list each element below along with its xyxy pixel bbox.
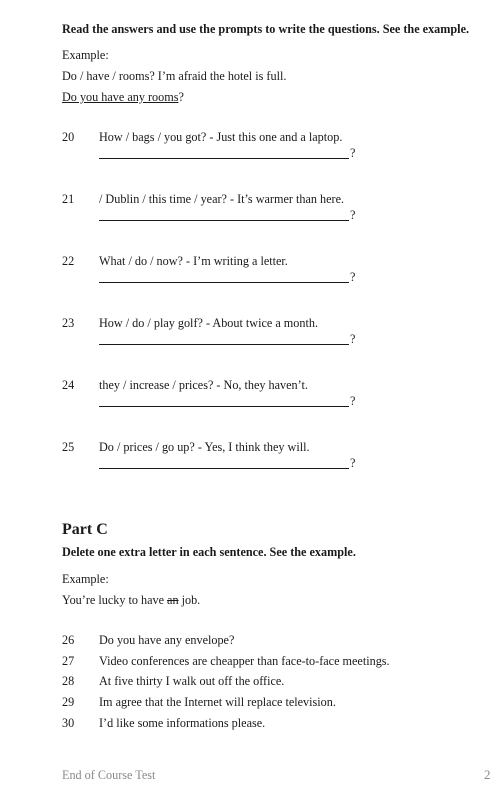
question-24 [62,378,482,418]
sentence-text: Video conferences are cheapper than face-to-face meetings. [99,654,390,668]
sentence-30 [62,716,265,731]
sentence-number: 28 [62,674,75,688]
question-number: 23 [62,316,75,330]
part-c-instruction: Delete one extra letter in each sentence. See the example. [62,545,356,559]
sentence-number: 27 [62,654,75,668]
footer-title: End of Course Test [62,768,156,782]
sentence-text: I’d like some informations please. [99,716,266,730]
question-prompt: / Dublin / this time / year? - It’s warmer than here. [99,192,345,206]
answer-line[interactable] [99,158,349,159]
sentence-text: Im agree that the Internet will replace television. [99,695,336,709]
answer-line[interactable] [99,406,349,407]
answer-line[interactable] [99,344,349,345]
part-b-instruction: Read the answers and use the prompts to write the questions. See the example. [62,22,470,36]
part-c-example-label: Example: [62,572,109,586]
question-25 [62,440,482,480]
sentence-28 [62,674,284,689]
question-prompt: What / do / now? - I’m writing a letter. [99,254,288,268]
part-b-example-answer [62,90,184,105]
question-prompt: they / increase / prices? - No, they haven’t. [99,378,308,392]
example-before: You’re lucky to have [62,593,168,607]
question-prompt: How / bags / you got? - Just this one and a laptop. [99,130,343,144]
sentence-number: 26 [62,633,75,647]
example-struck-word: an [167,593,179,607]
question-prompt: Do / prices / go up? - Yes, I think they will. [99,440,310,454]
question-mark: ? [350,270,356,284]
question-23 [62,316,482,356]
question-number: 25 [62,440,75,454]
answer-line[interactable] [99,468,349,469]
answer-line[interactable] [99,282,349,283]
sentence-27 [62,654,390,669]
part-c-title: Part C [62,521,108,538]
part-b-example-label: Example: [62,48,109,62]
example-answer-qmark: ? [178,90,184,104]
answer-line[interactable] [99,220,349,221]
question-number: 22 [62,254,75,268]
page-number: 2 [484,767,491,782]
question-number: 20 [62,130,75,144]
question-21 [62,192,482,232]
sentence-number: 29 [62,695,75,709]
question-mark: ? [350,332,356,346]
example-after: job. [178,593,201,607]
question-mark: ? [350,394,356,408]
sentence-26 [62,633,234,648]
question-22 [62,254,482,294]
part-c-example-sentence [62,593,200,608]
example-answer-text: Do you have any rooms [62,90,179,104]
question-number: 21 [62,192,75,206]
sentence-text: Do you have any envelope? [99,633,235,647]
question-mark: ? [350,208,356,222]
question-prompt: How / do / play golf? - About twice a month. [99,316,318,330]
sentence-text: At five thirty I walk out off the office. [99,674,285,688]
question-20 [62,130,482,170]
question-mark: ? [350,146,356,160]
sentence-29 [62,695,336,710]
sentence-number: 30 [62,716,75,730]
part-b-example-prompt: Do / have / rooms? I’m afraid the hotel is full. [62,69,287,83]
question-mark: ? [350,456,356,470]
question-number: 24 [62,378,75,392]
